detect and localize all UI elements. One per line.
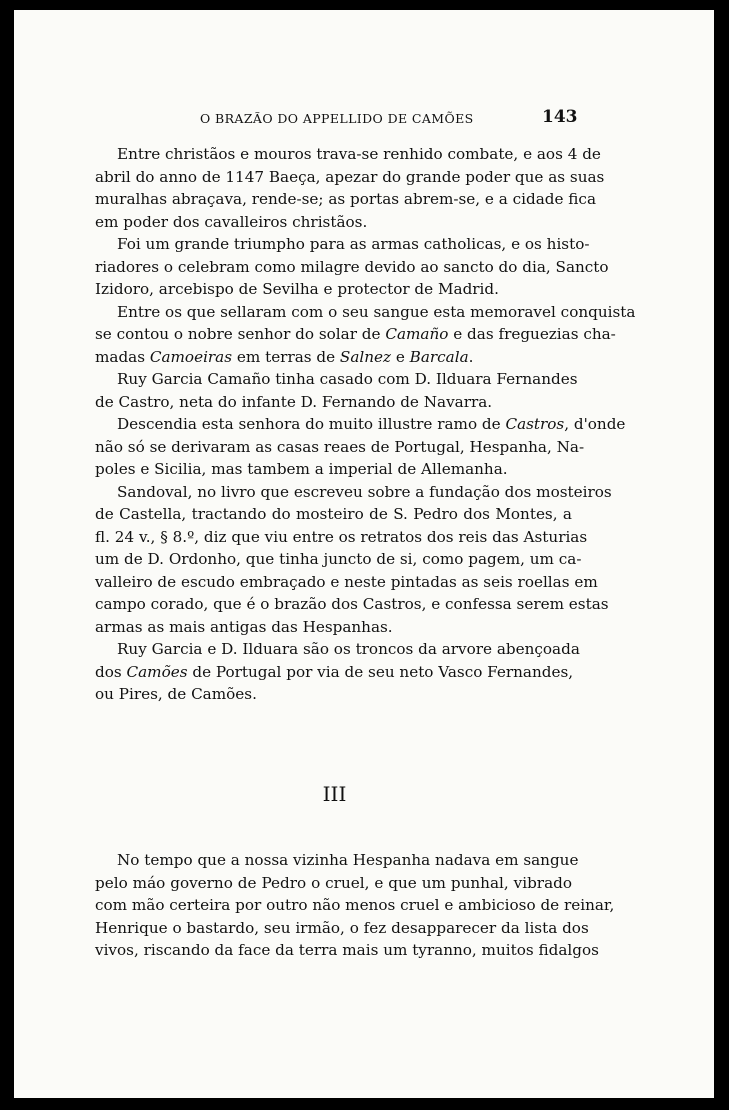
text-line: Ruy Garcia e D. Ilduara são os troncos da arvore abençoada (117, 640, 580, 658)
text-line: madas Camoeiras em terras de Salnez e Barcala. (95, 347, 474, 366)
text-line: pelo máo governo de Pedro o cruel, e que um punhal, vibrado (95, 873, 572, 892)
text-line: campo corado, que é o brazão dos Castros, e confessa serem estas (95, 595, 609, 613)
text-line: de Castro, neta do infante D. Fernando de Navarra. (95, 392, 493, 411)
text-line: não só se derivaram as casas reaes de Portugal, Hespanha, Na- (95, 437, 585, 456)
text-line: em poder dos cavalleiros christãos. (95, 212, 368, 231)
running-title: O BRAZÃO DO APPELLIDO DE CAMÕES (200, 111, 474, 126)
section-2-text (95, 849, 615, 962)
text-line: Henrique o bastardo, seu irmão, o fez desapparecer da lista dos (95, 918, 589, 937)
text-line: Ruy Garcia Camaño tinha casado com D. Ilduara Fernandes (117, 370, 578, 388)
section-1-text (95, 143, 636, 706)
text-line: um de D. Ordonho, que tinha juncto de si, como pagem, um ca- (95, 550, 582, 568)
text-line: Entre christãos e mouros trava-se renhido combate, e aos 4 de (117, 145, 601, 163)
text-line: dos Camões de Portugal por via de seu neto Vasco Fernandes, (95, 662, 574, 681)
page-number: 143 (542, 107, 578, 127)
text-line: No tempo que a nossa vizinha Hespanha nadava em sangue (117, 851, 579, 869)
text-line: muralhas abraçava, rende-se; as portas abrem-se, e a cidade fica (95, 190, 596, 208)
text-line: Sandoval, no livro que escreveu sobre a fundação dos mosteiros (117, 482, 612, 501)
text-line: fl. 24 v., § 8.º, diz que viu entre os retratos dos reis das Asturias (95, 527, 588, 546)
text-line: poles e Sicilia, mas tambem a imperial de Allemanha. (95, 460, 508, 478)
text-line: Entre os que sellaram com o seu sangue esta memoravel conquista (117, 302, 636, 321)
running-head (14, 107, 714, 134)
text-line: se contou o nobre senhor do solar de Camaño e das freguezias cha- (95, 325, 616, 343)
text-line: vivos, riscando da face da terra mais um tyranno, muitos fidalgos (95, 941, 599, 959)
text-line: riadores o celebram como milagre devido ao sancto do dia, Sancto (95, 257, 609, 276)
section-numeral: III (322, 782, 347, 806)
text-line: valleiro de escudo embraçado e neste pintadas as seis roellas em (95, 572, 598, 591)
text-line: de Castella, tractando do mosteiro de S. Pedro dos Montes, a (95, 505, 572, 523)
text-line: abril do anno de 1147 Baeça, apezar do grande poder que as suas (95, 167, 605, 186)
book-page (14, 10, 714, 1098)
text-line: armas as mais antigas das Hespanhas. (95, 617, 393, 636)
text-line: Foi um grande triumpho para as armas catholicas, e os histo- (117, 235, 590, 253)
text-line: Descendia esta senhora do muito illustre ramo de Castros, d'onde (117, 415, 626, 433)
text-line: com mão certeira por outro não menos cruel e ambicioso de reinar, (95, 896, 615, 914)
text-line: Izidoro, arcebispo de Sevilha e protector de Madrid. (95, 280, 499, 298)
text-line: ou Pires, de Camões. (95, 685, 257, 703)
